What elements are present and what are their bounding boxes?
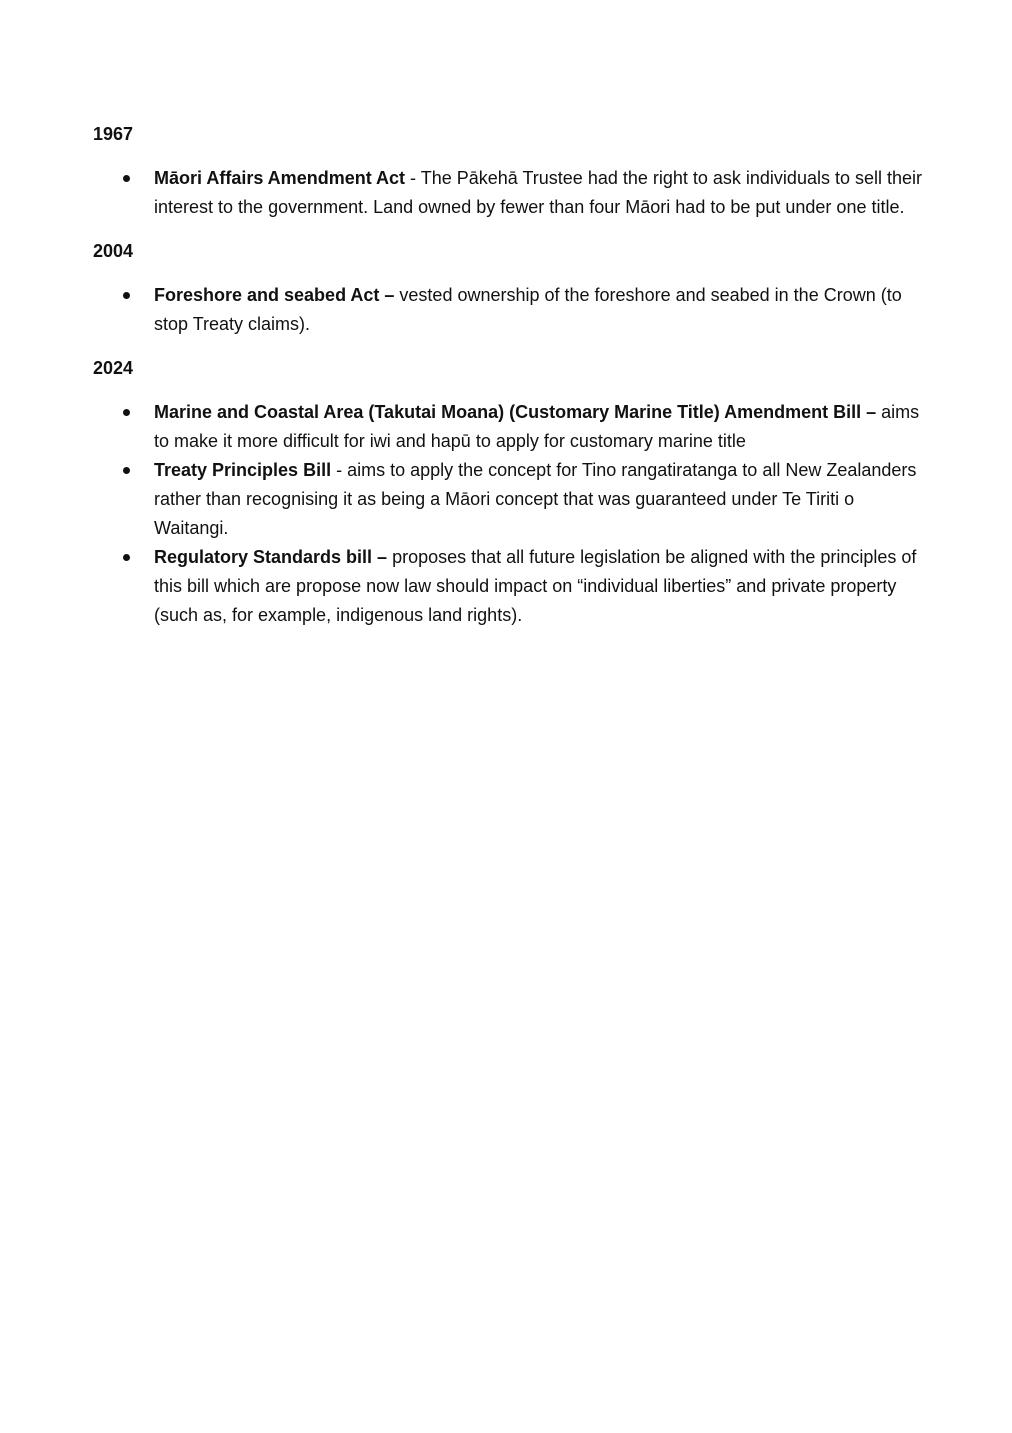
legislation-title: Māori Affairs Amendment Act <box>154 168 406 188</box>
bullet-icon <box>123 175 130 182</box>
legislation-description: - aims to apply the concept for Tino rangatiratanga to all New Zealanders rather than recognising it as being a Māori concept that was guaranteed under Te Tiriti o Waitangi. <box>154 460 917 538</box>
legislation-description: - The Pākehā Trustee had the right to ask individuals to sell their interest to the government. Land owned by fewer than four Māori had to be put under one title. <box>154 168 923 217</box>
list-item <box>93 164 923 222</box>
bullet-icon <box>123 409 130 416</box>
year-heading-2004: 2004 <box>93 241 134 261</box>
bullet-icon <box>123 554 130 561</box>
list-item <box>93 543 923 630</box>
document-content <box>93 120 923 630</box>
legislation-title: Treaty Principles Bill <box>154 460 332 480</box>
legislation-list-2004 <box>93 281 923 339</box>
bullet-icon <box>123 467 130 474</box>
legislation-list-1967 <box>93 164 923 222</box>
legislation-description: proposes that all future legislation be aligned with the principles of this bill which are propose now law should impact on “individual liberties” and private property (such as, for example, indigenous land rights). <box>154 547 917 625</box>
list-item <box>93 398 923 456</box>
bullet-icon <box>123 292 130 299</box>
legislation-list-2024 <box>93 398 923 630</box>
list-item <box>93 456 923 543</box>
year-heading-1967: 1967 <box>93 124 134 144</box>
list-item <box>93 281 923 339</box>
legislation-description: aims to make it more difficult for iwi and hapū to apply for customary marine title <box>154 402 920 451</box>
legislation-description: vested ownership of the foreshore and seabed in the Crown (to stop Treaty claims). <box>154 285 902 334</box>
legislation-title: Foreshore and seabed Act – <box>154 285 395 305</box>
year-heading-2024: 2024 <box>93 358 134 378</box>
legislation-title: Marine and Coastal Area (Takutai Moana) (Customary Marine Title) Amendment Bill – <box>154 402 877 422</box>
legislation-title: Regulatory Standards bill – <box>154 547 388 567</box>
